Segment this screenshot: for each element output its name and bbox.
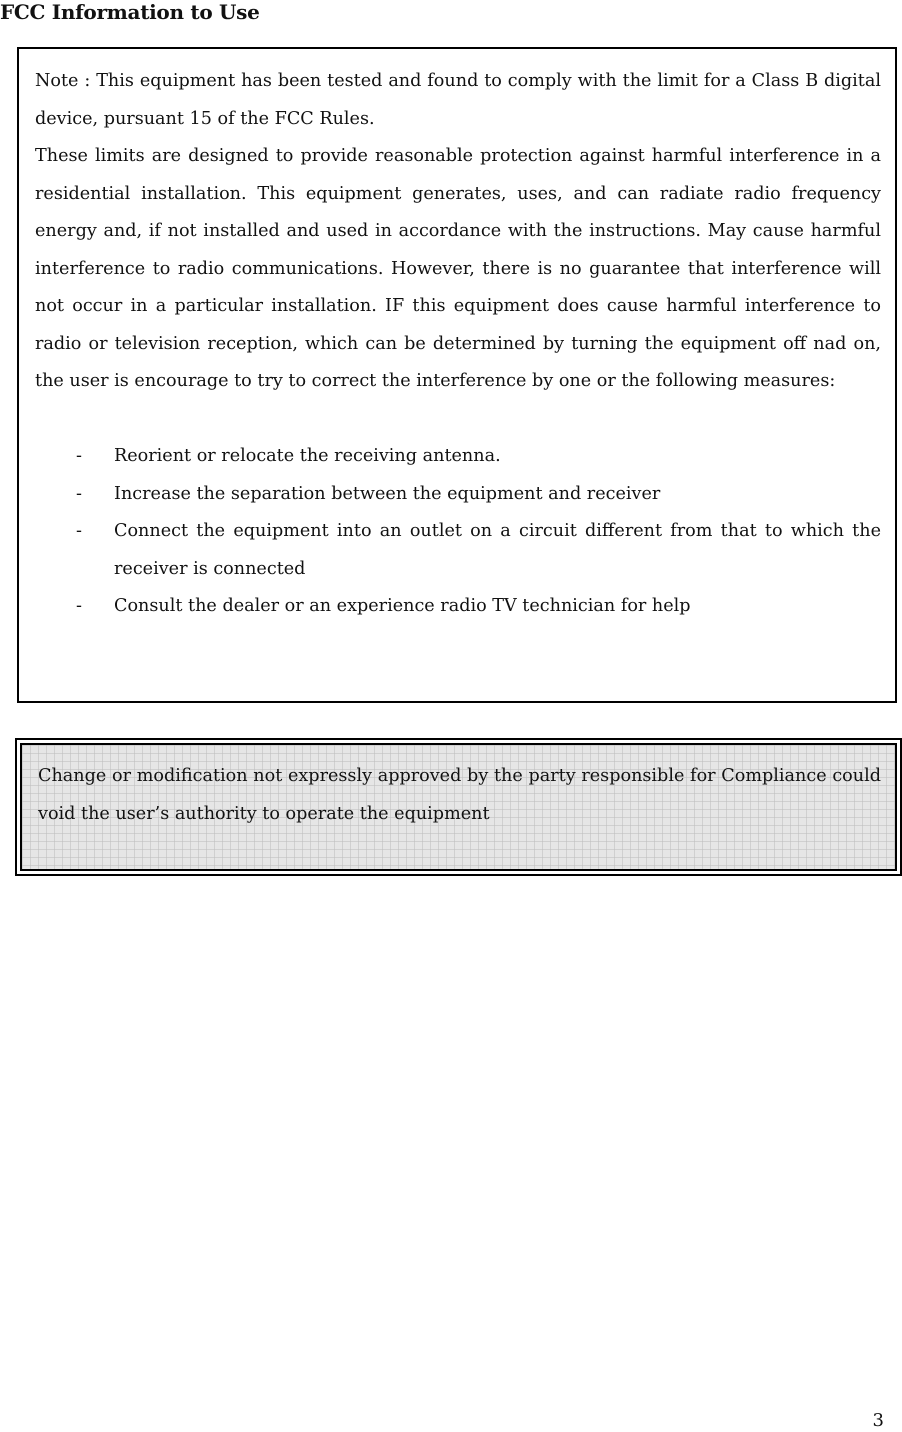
fcc-notice-box [17,47,897,703]
page-title: FCC Information to Use [0,0,260,24]
bullet-dash: - [76,446,82,466]
measure-text: Increase the separation between the equipment and receiver [114,483,661,504]
bullet-dash: - [76,521,82,541]
bullet-dash: - [76,596,82,616]
compliance-note: Note : This equipment has been tested and found to comply with the limit for a Class B digital device, pursuant 15 of the FCC Rules. [35,71,881,129]
caution-text: Change or modification not expressly approved by the party responsible for Compliance could void the user’s authority to operate the equipment [38,766,881,824]
caution-panel [20,743,897,871]
caution-box [15,738,902,876]
bullet-dash: - [76,483,82,504]
measure-item [35,438,881,476]
interference-paragraph: These limits are designed to provide reasonable protection against harmful interference in a residential installation. This equipment generates, uses, and can radiate radio frequency energy and, if not installed and used in accordance with the instructions. May cause harmful interference to radio communications. However, there is no guarantee that interference will not occur in a particular installation. IF this equipment does cause harmful interference to radio or television reception, which can be determined by turning the equipment off nad on, the user is encourage to try to correct the interference by one or the following measures: [35,146,881,391]
measure-text: Connect the equipment into an outlet on a circuit different from that to which the receiver is connected [114,521,881,579]
paragraph-spacer [35,401,881,439]
measures-list [35,438,881,626]
measure-item [35,476,881,514]
measure-text: Reorient or relocate the receiving antenna. [114,446,501,466]
measure-text: Consult the dealer or an experience radio TV technician for help [114,596,691,616]
page-number: 3 [872,1410,884,1431]
measure-item [35,513,881,588]
measure-item [35,588,881,626]
